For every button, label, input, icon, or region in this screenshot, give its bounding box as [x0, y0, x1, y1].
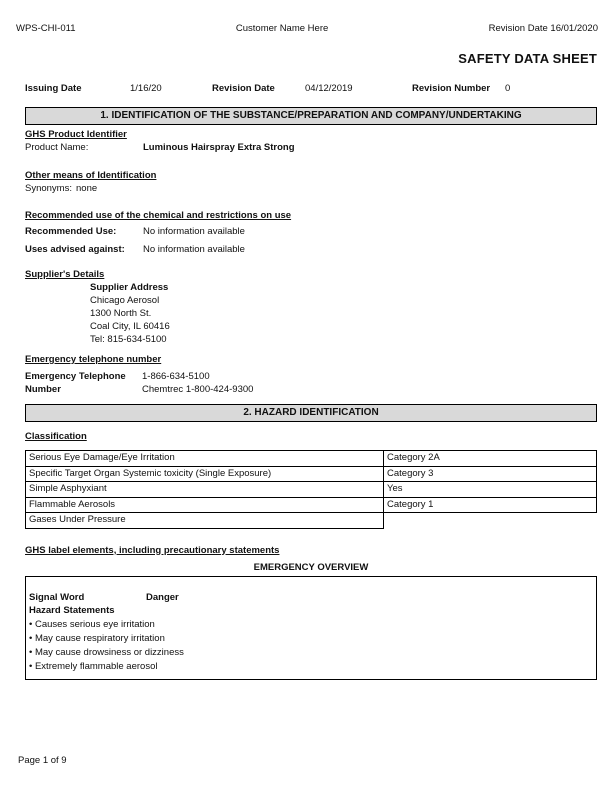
ghs-product-identifier-heading: GHS Product Identifier [25, 129, 127, 140]
recommended-use-value: No information available [143, 226, 245, 237]
table-row [26, 497, 597, 513]
supplier-address-line: Chicago Aerosol [90, 295, 160, 306]
supplier-details-heading: Supplier's Details [25, 269, 105, 280]
supplier-address-block [90, 281, 597, 346]
uses-advised-label: Uses advised against: [25, 244, 125, 255]
synonyms-label: Synonyms: [25, 183, 72, 194]
hazard-statement: • Causes serious eye irritation [29, 618, 593, 632]
document-title: SAFETY DATA SHEET [458, 51, 597, 66]
emergency-phone-heading: Emergency telephone number [25, 354, 162, 365]
page-number: Page 1 of 9 [18, 755, 67, 766]
product-name-row [25, 141, 597, 154]
product-name-value: Luminous Hairspray Extra Strong [143, 142, 295, 153]
emergency-overview-box [25, 576, 597, 680]
hazard-statements-label: Hazard Statements [29, 604, 115, 616]
table-row [26, 451, 597, 467]
other-means-heading: Other means of Identification [25, 170, 157, 181]
revision-number-value: 0 [505, 83, 511, 94]
classification-table [25, 450, 597, 529]
classification-heading: Classification [25, 431, 87, 442]
recommended-use-row [25, 225, 597, 238]
signal-word-row [29, 591, 593, 604]
customer-name: Customer Name Here [235, 23, 329, 34]
supplier-address-label: Supplier Address [90, 282, 169, 293]
hazard-statement: • May cause respiratory irritation [29, 632, 593, 646]
recommended-use-heading: Recommended use of the chemical and restrictions on use [25, 210, 292, 221]
hazard-cell: Flammable Aerosols [26, 497, 384, 513]
uses-advised-row [25, 243, 597, 256]
emergency-overview-title: EMERGENCY OVERVIEW [253, 561, 369, 573]
signal-word-value: Danger [146, 591, 179, 603]
revision-number-label: Revision Number [412, 83, 491, 94]
revision-date-label: Revision Date [212, 83, 275, 94]
page-header [16, 23, 598, 34]
issuing-date-label: Issuing Date [25, 83, 82, 94]
supplier-address-line: Tel: 815-634-5100 [90, 334, 167, 345]
synonyms-row [25, 182, 597, 195]
emergency-phone-row [25, 370, 597, 396]
recommended-use-label: Recommended Use: [25, 226, 117, 237]
table-row [26, 466, 597, 482]
hazard-cell: Specific Target Organ Systemic toxicity (Single Exposure) [26, 466, 384, 482]
supplier-address-line: 1300 North St. [90, 308, 152, 319]
category-cell: Category 3 [384, 466, 597, 482]
hazard-cell: Simple Asphyxiant [26, 482, 384, 498]
issuing-date-value: 1/16/20 [130, 83, 162, 94]
category-cell: Yes [384, 482, 597, 498]
synonyms-value: none [76, 183, 98, 194]
header-revision-date: Revision Date 16/01/2020 [488, 23, 598, 34]
page-content [25, 107, 597, 680]
document-meta-row [25, 83, 597, 94]
section-1-header: 1. IDENTIFICATION OF THE SUBSTANCE/PREPARATION AND COMPANY/UNDERTAKING [25, 107, 597, 125]
ghs-label-elements-heading: GHS label elements, including precautionary statements [25, 544, 280, 556]
revision-date-value: 04/12/2019 [305, 83, 353, 94]
table-row [26, 482, 597, 498]
uses-advised-value: No information available [143, 244, 245, 255]
category-cell: Category 1 [384, 497, 597, 513]
emergency-phone-label: Emergency Telephone Number [25, 371, 126, 395]
document-number: WPS-CHI-011 [16, 23, 76, 34]
section-2-header: 2. HAZARD IDENTIFICATION [25, 404, 597, 422]
hazard-cell: Serious Eye Damage/Eye Irritation [26, 451, 384, 467]
supplier-address-line: Coal City, IL 60416 [90, 321, 170, 332]
hazard-statement: • Extremely flammable aerosol [29, 660, 593, 674]
product-name-label: Product Name: [25, 142, 89, 153]
emergency-phone-value: 1-866-634-5100 [142, 371, 210, 382]
signal-word-label: Signal Word [29, 591, 85, 603]
hazard-cell: Gases Under Pressure [26, 513, 384, 529]
emergency-phone-values [142, 370, 253, 396]
category-cell [384, 513, 597, 529]
table-row [26, 513, 597, 529]
category-cell: Category 2A [384, 451, 597, 467]
hazard-statement: • May cause drowsiness or dizziness [29, 646, 593, 660]
emergency-phone-value: Chemtrec 1-800-424-9300 [142, 384, 254, 395]
